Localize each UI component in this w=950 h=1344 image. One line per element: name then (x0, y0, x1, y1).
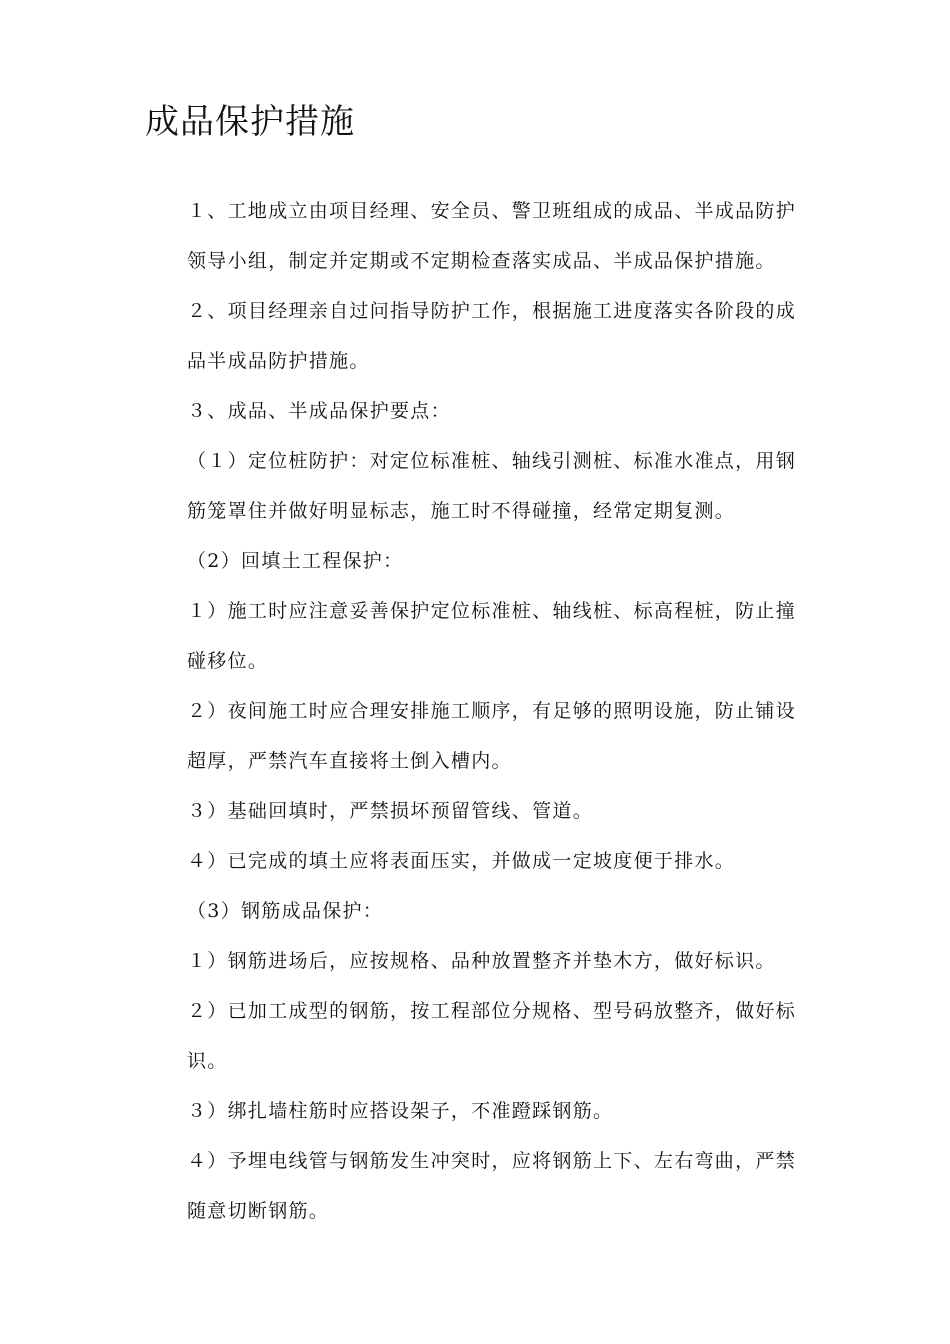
text-line: ２）夜间施工时应合理安排施工顺序，有足够的照明设施，防止铺设 (187, 700, 797, 722)
page-title: 成品保护措施 (145, 102, 355, 142)
text-line: 识。 (187, 1050, 228, 1072)
text-line: （１）定位桩防护：对定位标准桩、轴线引测桩、标准水准点，用钢 (187, 450, 797, 472)
text-line: ４）予埋电线管与钢筋发生冲突时，应将钢筋上下、左右弯曲，严禁 (187, 1150, 797, 1172)
text-line: ３）基础回填时，严禁损坏预留管线、管道。 (187, 800, 594, 822)
document-body (187, 186, 812, 1236)
text-line: （3）钢筋成品保护： (187, 900, 384, 922)
text-line: 筋笼罩住并做好明显标志，施工时不得碰撞，经常定期复测。 (187, 500, 736, 522)
text-line: 领导小组，制定并定期或不定期检查落实成品、半成品保护措施。 (187, 250, 776, 272)
text-line: 碰移位。 (187, 650, 269, 672)
text-line: １、工地成立由项目经理、安全员、警卫班组成的成品、半成品防护 (187, 200, 797, 222)
text-line: （2）回填土工程保护： (187, 550, 404, 572)
text-line: ２）已加工成型的钢筋，按工程部位分规格、型号码放整齐，做好标 (187, 1000, 797, 1022)
text-line: ４）已完成的填土应将表面压实，并做成一定坡度便于排水。 (187, 850, 736, 872)
text-line: 超厚，严禁汽车直接将土倒入槽内。 (187, 750, 512, 772)
text-line: 品半成品防护措施。 (187, 350, 370, 372)
text-line: ２、项目经理亲自过问指导防护工作，根据施工进度落实各阶段的成 (187, 300, 797, 322)
text-line: １）钢筋进场后，应按规格、品种放置整齐并垫木方，做好标识。 (187, 950, 776, 972)
text-line: ３）绑扎墙柱筋时应搭设架子，不准蹬踩钢筋。 (187, 1100, 614, 1122)
text-line: 随意切断钢筋。 (187, 1200, 330, 1222)
text-line: ３、成品、半成品保护要点： (187, 400, 451, 422)
text-line: １）施工时应注意妥善保护定位标准桩、轴线桩、标高程桩，防止撞 (187, 600, 797, 622)
